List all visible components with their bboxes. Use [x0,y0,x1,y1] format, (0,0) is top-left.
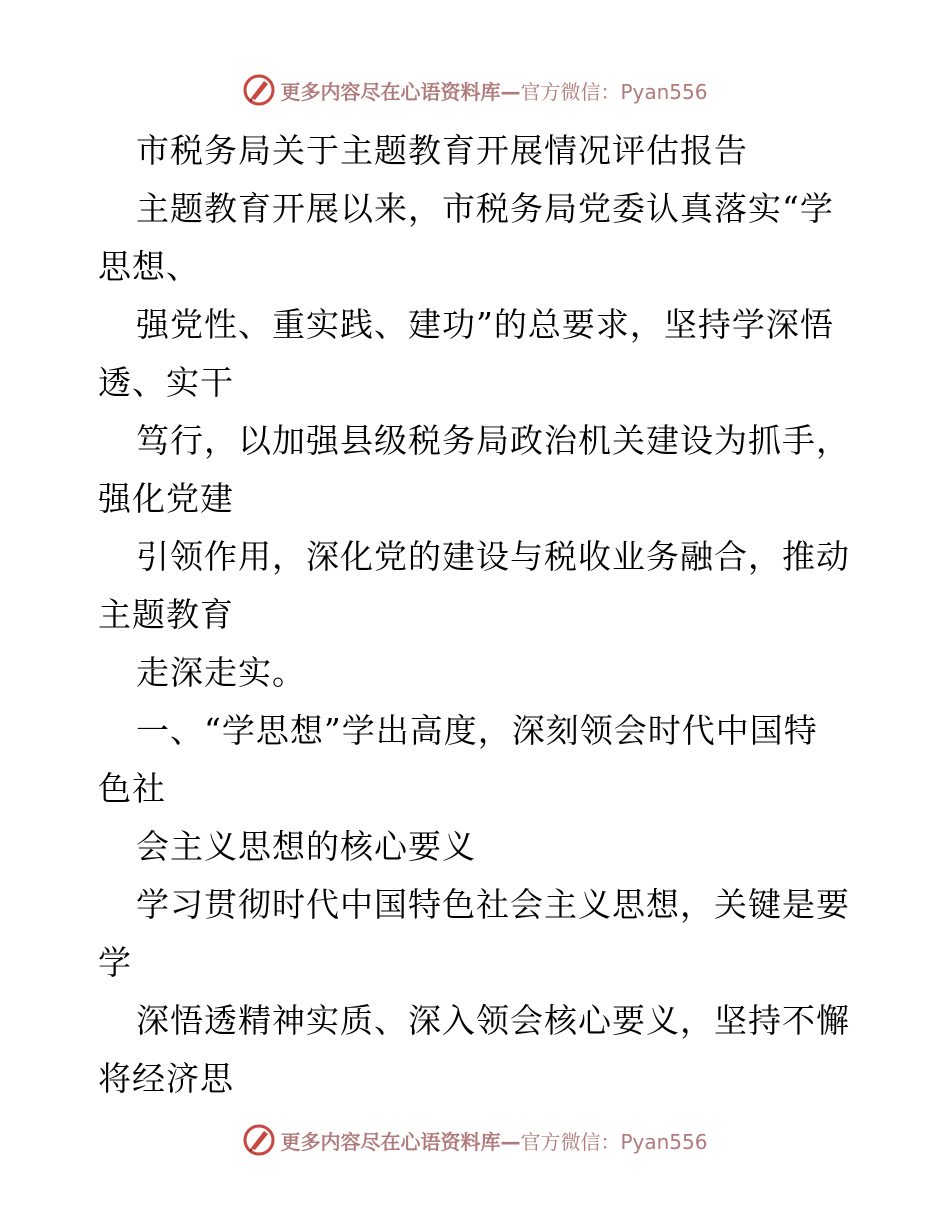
document-line: 强化党建 [98,479,234,518]
document-line: 将经济思 [98,1059,234,1098]
footer-watermark-banner [0,1120,950,1160]
quill-pen-logo-icon [242,73,276,107]
document-line: 主题教育开展以来，市税务局党委认真落实“学 [136,189,834,228]
document-line: 思想、 [98,247,200,286]
document-line: 色社 [98,769,166,808]
document-line: 笃行，以加强县级税务局政治机关建设为抓手， [136,421,850,460]
document-line: 主题教育 [98,595,234,634]
document-line: 强党性、重实践、建功”的总要求，坚持学深悟 [136,305,834,344]
document-line: 会主义思想的核心要义 [136,827,476,866]
banner-text: 更多内容尽在心语资料库— [280,79,521,104]
document-body [98,122,858,1108]
document-line: 学 [98,943,132,982]
document-line: 一、“学思想”学出高度，深刻领会时代中国特 [136,711,818,750]
header-watermark-banner [0,70,950,110]
document-line: 透、实干 [98,363,234,402]
document-line: 学习贯彻时代中国特色社会主义思想，关键是要 [136,885,850,924]
document-line: 深悟透精神实质、深入领会核心要义，坚持不懈 [136,1001,850,1040]
quill-pen-logo-icon [242,1123,276,1157]
document-line: 市税务局关于主题教育开展情况评估报告 [136,131,748,170]
banner-contact: 官方微信：Pyan556 [520,79,708,104]
document-line: 引领作用，深化党的建设与税收业务融合，推动 [136,537,850,576]
document-line: 走深走实。 [136,653,306,692]
banner-contact: 官方微信：Pyan556 [520,1129,708,1154]
banner-text: 更多内容尽在心语资料库— [280,1129,521,1154]
